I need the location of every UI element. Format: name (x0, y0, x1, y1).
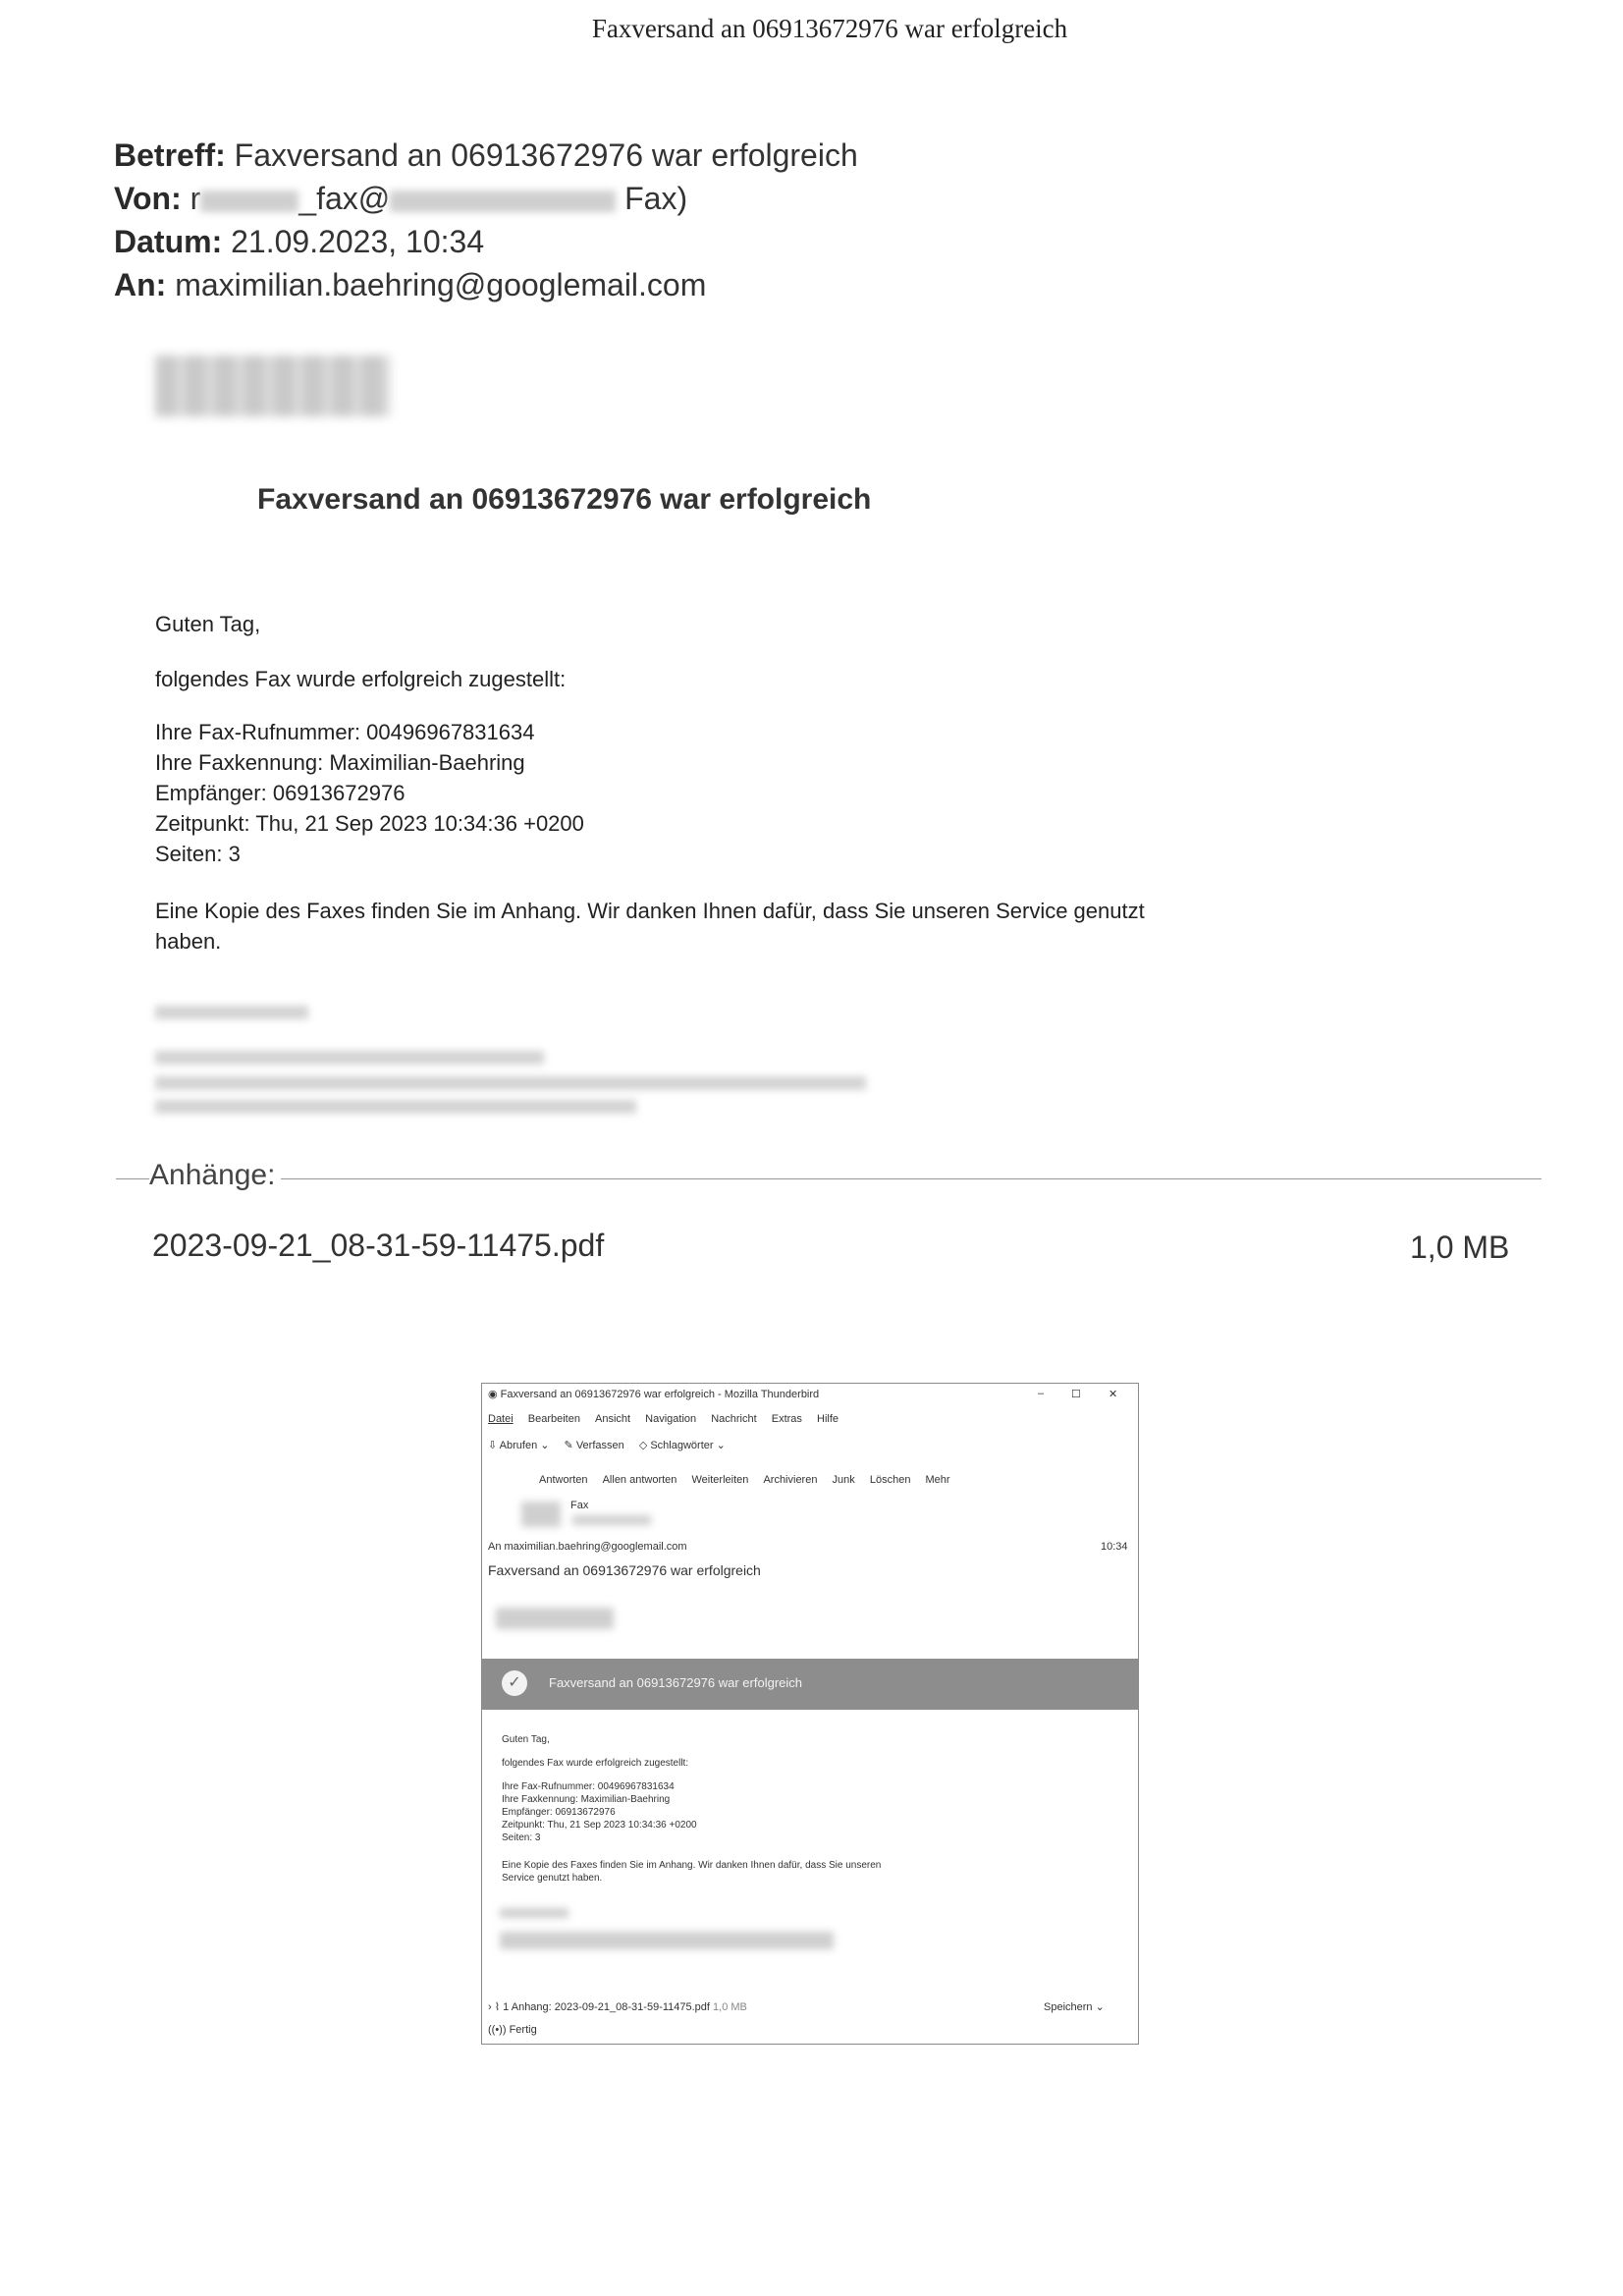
date-line (114, 220, 484, 263)
closing-line: Eine Kopie des Faxes finden Sie im Anhang. Wir danken Ihnen dafür, dass Sie unseren Service genutzt (155, 899, 1145, 923)
redacted-block (200, 191, 298, 212)
message-heading: Faxversand an 06913672976 war erfolgreich (257, 483, 872, 516)
verfassen-button[interactable] (565, 1439, 624, 1451)
detail-line: Seiten: 3 (155, 842, 241, 866)
menu-hilfe[interactable]: Hilfe (817, 1413, 839, 1425)
redacted-avatar (521, 1502, 561, 1527)
detail-line: Ihre Fax-Rufnummer: 00496967831634 (155, 720, 535, 744)
redacted-logo (496, 1608, 614, 1629)
redacted-signature (155, 1051, 544, 1065)
closing-line: Eine Kopie des Faxes finden Sie im Anhang. Wir danken Ihnen dafür, dass Sie unseren (502, 1860, 882, 1871)
detail-line: Ihre Faxkennung: Maximilian-Baehring (155, 750, 525, 775)
chevron-right-icon[interactable]: › (488, 2001, 492, 2013)
date-label: Datum: (114, 224, 223, 259)
subject-label: Betreff: (114, 137, 226, 173)
detail-line: Zeitpunkt: Thu, 21 Sep 2023 10:34:36 +0200 (502, 1820, 697, 1831)
banner-text: Faxversand an 06913672976 war erfolgreich (549, 1675, 803, 1690)
details (155, 717, 584, 869)
maximize-icon[interactable]: ☐ (1071, 1389, 1081, 1400)
closing (155, 896, 1145, 957)
from-name: Fax (570, 1500, 589, 1511)
detail-line: Ihre Faxkennung: Maximilian-Baehring (502, 1794, 671, 1805)
subject-value: Faxversand an 06913672976 war erfolgreich (234, 137, 858, 173)
from-visible-2: _fax@ (298, 181, 391, 216)
status-bar (488, 2024, 537, 2036)
junk-button[interactable]: Junk (832, 1474, 855, 1486)
redacted-signature (155, 1076, 866, 1090)
detail-line: Zeitpunkt: Thu, 21 Sep 2023 10:34:36 +0200 (155, 811, 584, 836)
window-title: Faxversand an 06913672976 war erfolgreich - Mozilla Thunderbird (500, 1389, 820, 1400)
subject-line (114, 134, 858, 177)
main-toolbar (488, 1439, 737, 1451)
from-visible-3: Fax) (616, 181, 688, 216)
detail-line: Ihre Fax-Rufnummer: 00496967831634 (502, 1781, 675, 1792)
from-visible: r (189, 181, 201, 216)
minimize-icon[interactable]: – (1038, 1388, 1045, 1399)
checkmark-icon: ✓ (502, 1670, 527, 1696)
closing (502, 1859, 881, 1885)
to-value: maximilian.baehring@googlemail.com (175, 267, 707, 302)
greeting: Guten Tag, (155, 612, 261, 636)
redacted-address (572, 1515, 651, 1525)
menu-navigation[interactable]: Navigation (645, 1413, 697, 1425)
save-button[interactable]: Speichern ⌄ (1044, 2001, 1105, 2013)
abrufen-label: Abrufen (499, 1440, 538, 1451)
redacted-signature (500, 1908, 568, 1918)
close-icon[interactable]: ✕ (1109, 1389, 1118, 1400)
attachments-divider (116, 1178, 1542, 1179)
verfassen-label: Verfassen (575, 1440, 624, 1451)
detail-line: Empfänger: 06913672976 (155, 781, 406, 805)
thunderbird-icon: ◉ (488, 1389, 498, 1400)
attachment-bar[interactable] (488, 2000, 747, 2013)
menu-bar (488, 1413, 850, 1425)
attachment-file-name[interactable]: 2023-09-21_08-31-59-11475.pdf (152, 1228, 605, 1263)
menu-ansicht[interactable]: Ansicht (595, 1413, 631, 1425)
tag-icon: ◇ (638, 1440, 648, 1451)
attachments-label: Anhänge: (149, 1159, 281, 1192)
redacted-signature (155, 1006, 308, 1019)
time: 10:34 (1101, 1541, 1128, 1553)
to-label: An: (114, 267, 167, 302)
redacted-block (390, 191, 616, 212)
reply-all-button[interactable]: Allen antworten (602, 1474, 677, 1486)
embedded-screenshot (481, 1383, 1139, 2045)
signal-icon: ((•)) (488, 2024, 507, 2036)
attachment-size: 1,0 MB (713, 2001, 747, 2013)
success-banner (482, 1659, 1138, 1710)
attachment-file-size: 1,0 MB (1410, 1230, 1510, 1265)
redacted-signature (155, 1100, 636, 1114)
more-button[interactable]: Mehr (925, 1474, 950, 1486)
greeting: Guten Tag, (502, 1734, 550, 1745)
paperclip-icon: ⌇ (494, 2001, 501, 2013)
delete-button[interactable]: Löschen (869, 1474, 911, 1486)
print-title: Faxversand an 06913672976 war erfolgreich (591, 14, 1068, 43)
menu-bearbeiten[interactable]: Bearbeiten (527, 1413, 580, 1425)
download-icon: ⇩ (488, 1440, 498, 1451)
pencil-icon: ✎ (564, 1440, 573, 1451)
intro: folgendes Fax wurde erfolgreich zugestellt: (502, 1758, 689, 1769)
menu-extras[interactable]: Extras (771, 1413, 802, 1425)
closing-line: haben. (155, 929, 222, 954)
status-text: Fertig (509, 2024, 537, 2036)
schlagwoerter-label: Schlagwörter (650, 1440, 714, 1451)
intro: folgendes Fax wurde erfolgreich zugestellt: (155, 667, 567, 691)
abrufen-button[interactable]: ⇩ Abrufen ⌄ (488, 1440, 550, 1451)
attachment-line: 1 Anhang: 2023-09-21_08-31-59-11475.pdf (503, 2001, 710, 2013)
window-titlebar (488, 1388, 1132, 1400)
forward-button[interactable]: Weiterleiten (691, 1474, 749, 1486)
from-label: Von: (114, 181, 182, 216)
closing-line: Service genutzt haben. (502, 1873, 603, 1884)
detail-line: Seiten: 3 (502, 1832, 541, 1843)
schlagwoerter-button[interactable]: ◇ Schlagwörter ⌄ (638, 1440, 726, 1451)
message-actions (539, 1474, 962, 1486)
to-line: An maximilian.baehring@googlemail.com (488, 1541, 687, 1553)
save-label: Speichern (1044, 2001, 1093, 2013)
from-line (114, 177, 687, 220)
archive-button[interactable]: Archivieren (763, 1474, 818, 1486)
redacted-signature (500, 1932, 834, 1949)
details (502, 1780, 697, 1844)
reply-button[interactable]: Antworten (539, 1474, 588, 1486)
detail-line: Empfänger: 06913672976 (502, 1807, 616, 1818)
menu-nachricht[interactable]: Nachricht (711, 1413, 757, 1425)
menu-datei[interactable]: Datei (488, 1413, 514, 1425)
date-value: 21.09.2023, 10:34 (231, 224, 485, 259)
to-line (114, 263, 706, 306)
redacted-logo (155, 355, 391, 416)
message-subject: Faxversand an 06913672976 war erfolgreich (488, 1562, 761, 1578)
